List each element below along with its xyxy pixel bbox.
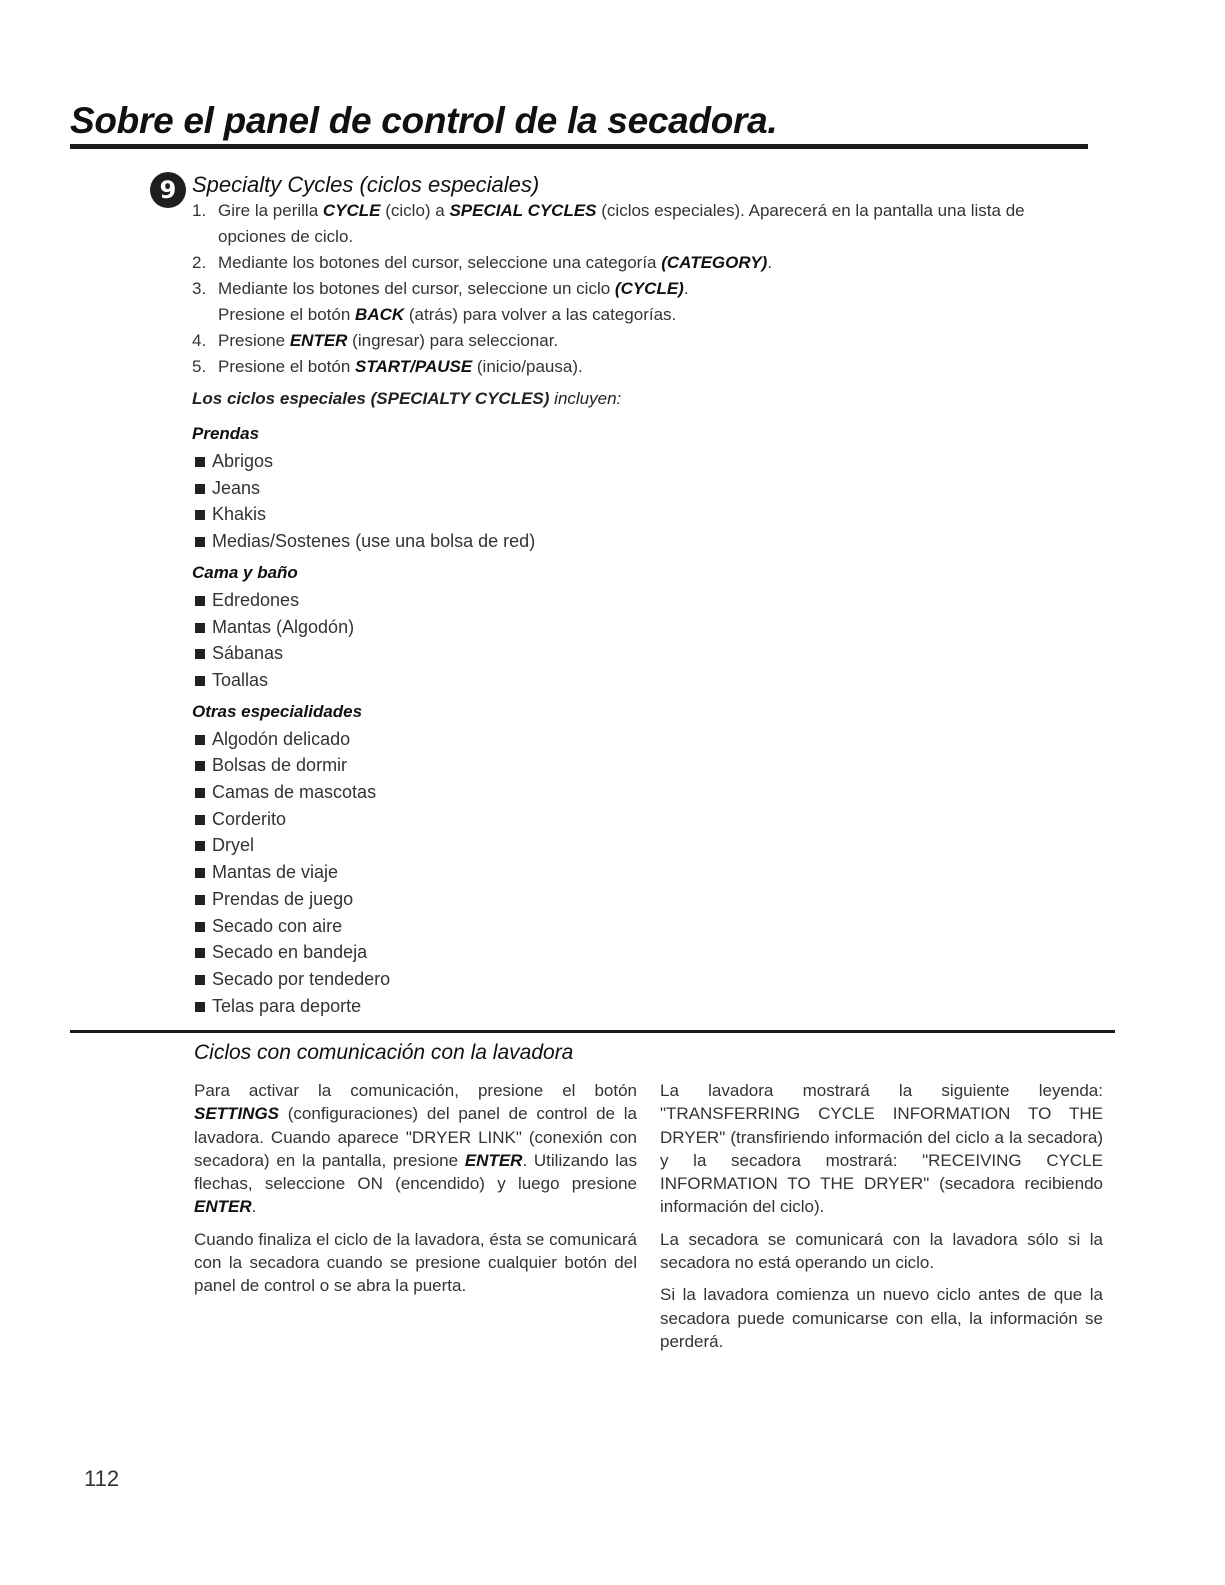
step-item — [192, 250, 1082, 276]
square-bullet-icon — [195, 735, 205, 745]
category-title: Prendas — [192, 424, 260, 443]
step-keyword: CYCLE — [322, 201, 381, 220]
step-text: . — [683, 279, 689, 298]
list-item — [192, 475, 792, 502]
square-bullet-icon — [195, 841, 205, 851]
list-item — [192, 501, 792, 528]
list-item — [192, 913, 792, 940]
square-bullet-icon — [195, 510, 205, 520]
square-bullet-icon — [195, 815, 205, 825]
step-item — [192, 354, 1082, 380]
square-bullet-icon — [195, 1002, 205, 1012]
step-number: 1. — [192, 201, 207, 220]
list-item-label: Dryel — [212, 835, 255, 856]
paragraph-text: Para activar la comunicación, presione el botón — [194, 1081, 637, 1100]
paragraph — [194, 1228, 637, 1298]
list-item-label: Mantas (Algodón) — [212, 616, 355, 637]
list-item-label: Bolsas de dormir — [212, 755, 348, 776]
step-item — [192, 198, 1082, 250]
list-item-label: Abrigos — [212, 451, 274, 471]
step-item — [192, 276, 1082, 328]
list-item-label: Corderito — [212, 808, 287, 829]
list-item-label: Mantas de viaje — [212, 862, 339, 883]
square-bullet-icon — [195, 596, 205, 606]
communication-heading: Ciclos con comunicación con la lavadora — [194, 1041, 574, 1064]
step-keyword: (CATEGORY) — [661, 253, 768, 272]
step-subnote — [218, 302, 1082, 328]
step-text: (atrás) para volver a las categorías. — [404, 305, 677, 324]
includes-intro — [192, 389, 621, 409]
communication-right-column — [660, 1079, 1103, 1362]
list-item — [192, 993, 792, 1020]
paragraph-keyword: SETTINGS — [194, 1104, 280, 1124]
page-title: Sobre el panel de control de la secadora. — [70, 100, 778, 141]
steps-list — [192, 198, 1082, 380]
list-item — [192, 859, 792, 886]
square-bullet-icon — [195, 649, 205, 659]
list-item-label: Secado por tendedero — [212, 968, 391, 989]
list-item — [192, 779, 792, 806]
square-bullet-icon — [195, 676, 205, 686]
step-text: (ciclos especiales). Aparecerá en la pantalla una lista de opciones de ciclo. — [218, 201, 1025, 246]
step-text: (ingresar) para seleccionar. — [347, 331, 559, 350]
list-item-label: Camas de mascotas — [212, 782, 377, 803]
list-item — [192, 667, 792, 694]
square-bullet-icon — [195, 761, 205, 771]
list-item-label: Telas para deporte — [212, 995, 362, 1016]
list-item — [192, 752, 792, 779]
paragraph-keyword: ENTER — [194, 1197, 252, 1217]
step-text: Presione el botón — [218, 305, 356, 324]
step-keyword: SPECIAL CYCLES — [449, 201, 597, 220]
list-item — [192, 832, 792, 859]
list-item — [192, 966, 792, 993]
list-item — [192, 939, 792, 966]
step-number: 2. — [192, 253, 207, 272]
list-item-label: Jeans — [212, 477, 261, 498]
paragraph — [660, 1079, 1103, 1219]
list-item-label: Prendas de juego — [212, 888, 354, 909]
square-bullet-icon — [195, 623, 205, 633]
category-list — [192, 448, 792, 555]
step-keyword: START/PAUSE — [355, 357, 473, 376]
list-item — [192, 726, 792, 753]
paragraph-text: (configuraciones) del panel de control de la lavadora. Cuando aparece "DRYER LINK" (conexión con secadora) en la pantalla, presione — [194, 1104, 637, 1170]
step-text: Presione el botón — [218, 357, 356, 376]
category-list — [192, 587, 792, 694]
paragraph-text: Cuando finaliza el ciclo de la lavadora, ésta se comunicará con la secadora cuando se presione cualquier botón del panel de control o se abra la puerta. — [194, 1229, 637, 1296]
list-item-label: Algodón delicado — [212, 728, 351, 749]
list-item — [192, 528, 792, 555]
step-text: Mediante los botones del cursor, seleccione un ciclo — [218, 279, 615, 298]
square-bullet-icon — [195, 922, 205, 932]
step-keyword: BACK — [355, 305, 405, 324]
paragraph — [194, 1079, 637, 1219]
section-heading: Specialty Cycles (ciclos especiales) — [192, 172, 540, 197]
step-text: (inicio/pausa). — [472, 357, 583, 376]
step-keyword: (CYCLE) — [614, 279, 684, 298]
list-item-label: Sábanas — [212, 643, 284, 664]
list-item — [192, 448, 792, 475]
list-item-label: Secado en bandeja — [212, 942, 368, 963]
step-number: 3. — [192, 279, 207, 298]
step-text: . — [767, 253, 773, 272]
list-item — [192, 587, 792, 614]
paragraph-keyword: ENTER — [464, 1150, 523, 1170]
section-number-badge: 9 — [150, 172, 186, 208]
square-bullet-icon — [195, 457, 205, 467]
includes-intro-rest: incluyen: — [549, 389, 622, 408]
paragraph — [660, 1283, 1103, 1353]
step-text: Mediante los botones del cursor, seleccione una categoría — [218, 253, 662, 272]
square-bullet-icon — [195, 484, 205, 494]
step-item — [192, 328, 1082, 354]
square-bullet-icon — [195, 788, 205, 798]
cycle-categories — [192, 416, 792, 1019]
category-title: Cama y baño — [192, 562, 298, 582]
paragraph-text: La lavadora mostrará la siguiente leyenda: "TRANSFERRING CYCLE INFORMATION TO THE DRYER" (transfiriendo información del ciclo a la secadora) y la secadora mostrará: "RECEIVING CYCLE INFORMATION TO THE DRYER" (secadora recibiendo información del ciclo). — [660, 1081, 1103, 1217]
square-bullet-icon — [195, 868, 205, 878]
step-text: Presione — [218, 331, 290, 350]
square-bullet-icon — [195, 975, 205, 985]
list-item-label: Edredones — [212, 589, 300, 610]
section-divider — [70, 1030, 1115, 1033]
list-item-label: Toallas — [212, 669, 269, 690]
list-item — [192, 806, 792, 833]
page-number: 112 — [84, 1466, 120, 1491]
step-number: 5. — [192, 357, 207, 376]
list-item — [192, 640, 792, 667]
paragraph-text: . Utilizando las flechas, seleccione ON (encendido) y luego presione — [194, 1150, 637, 1194]
communication-left-column — [194, 1079, 637, 1307]
step-text: (ciclo) a — [380, 201, 450, 220]
square-bullet-icon — [195, 948, 205, 958]
title-rule — [70, 144, 1088, 149]
category-title: Otras especialidades — [192, 701, 363, 721]
list-item — [192, 614, 792, 641]
category-list — [192, 726, 792, 1020]
paragraph-text: La secadora se comunicará con la lavadora sólo si la secadora no está operando un ciclo. — [660, 1229, 1103, 1273]
step-keyword: ENTER — [289, 331, 348, 350]
includes-intro-bold: Los ciclos especiales (SPECIALTY CYCLES) — [192, 389, 550, 408]
list-item-label: Medias/Sostenes (use una bolsa de red) — [212, 531, 536, 552]
list-item-label: Secado con aire — [212, 915, 343, 936]
paragraph — [660, 1228, 1103, 1275]
paragraph-text: . — [251, 1197, 257, 1217]
square-bullet-icon — [195, 537, 205, 547]
step-text: Gire la perilla — [218, 201, 323, 220]
square-bullet-icon — [195, 895, 205, 905]
step-number: 4. — [192, 331, 207, 350]
list-item-label: Khakis — [212, 504, 267, 525]
paragraph-text: Si la lavadora comienza un nuevo ciclo antes de que la secadora puede comunicarse con ella, la información se perderá. — [660, 1285, 1103, 1351]
list-item — [192, 886, 792, 913]
